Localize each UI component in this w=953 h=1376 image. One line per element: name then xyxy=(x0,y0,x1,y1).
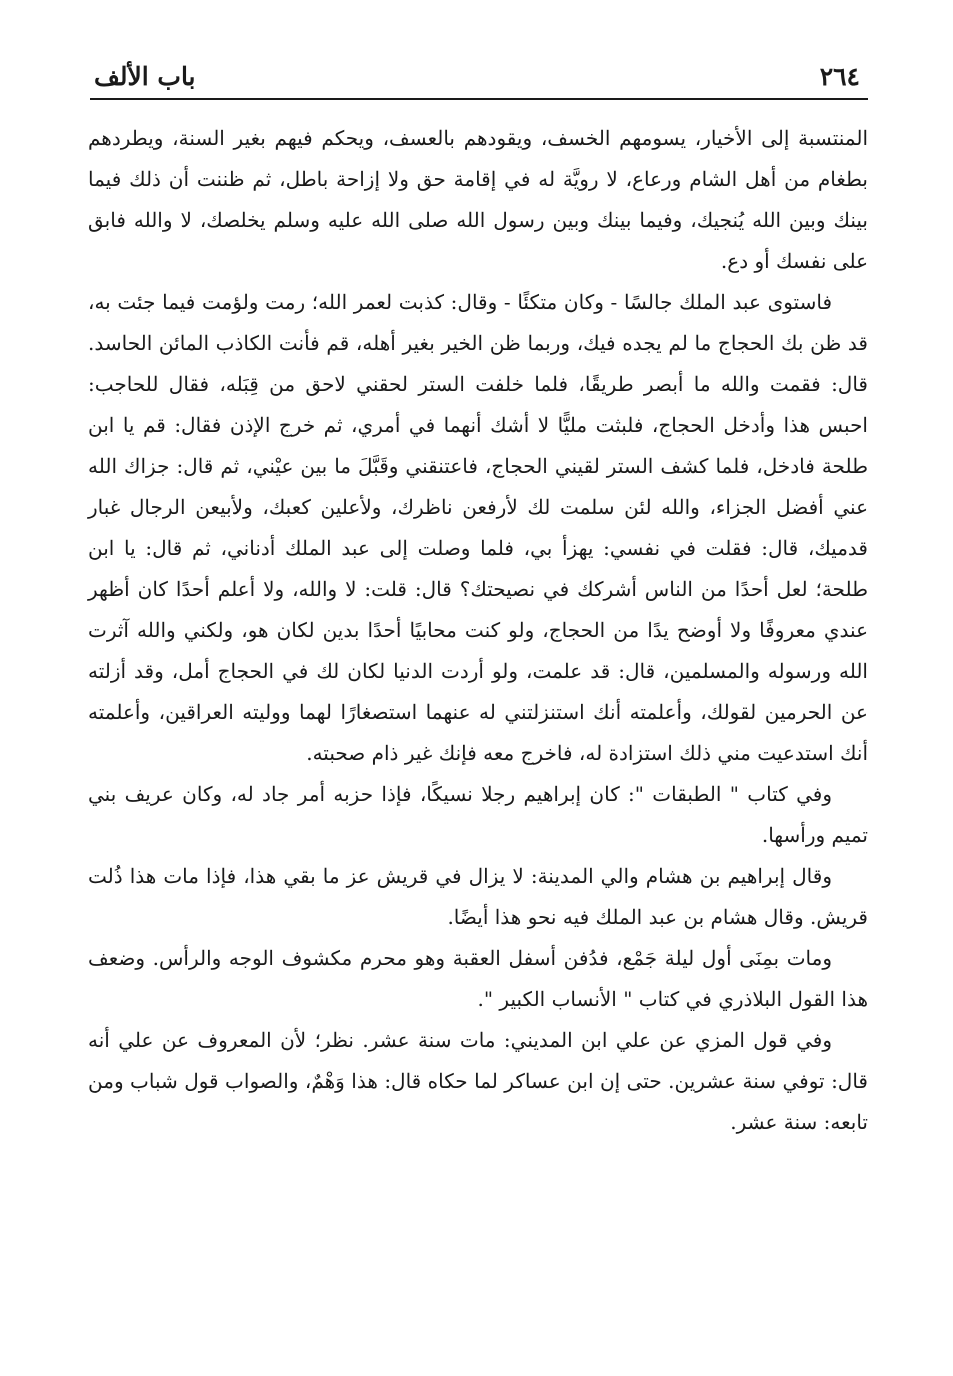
paragraph: فاستوى عبد الملك جالسًا - وكان متكئًا - وقال: كذبت لعمر الله؛ رمت ولؤمت فيما جئت به، قد ظن بك الحجاج ما لم يجده فيك، وربما ظن الخير بغير أهله، قم فأنت الكاذب المائن الحاسد. قال: فقمت والله ما أبصر طريقًا، فلما خلفت الستر لحقني لاحق من قِبَله، فقال للحاجب: احبس هذا وأدخل الحجاج، فلبثت مليًّا لا أشك أنهما في أمري، ثم خرج الإذن فقال: قم يا ابن طلحة فادخل، فلما كشف الستر لقيني الحجاج، فاعتنقني وقَبَّلَ ما بين عيْني، ثم قال: جزاك الله عني أفضل الجزاء، والله لئن سلمت لك لأرفعن ناظرك، ولأعلين كعبك، ولأبيعن الرجال غبار قدميك، قال: فقلت في نفسي: يهزأ بي، فلما وصلت إلى عبد الملك أدناني، ثم قال: يا ابن طلحة؛ لعل أحدًا من الناس أشركك في نصيحتك؟ قال: قلت: لا والله، ولا أعلم أحدًا كان أظهر عندي معروفًا ولا أوضح يدًا من الحجاج، ولو كنت محابيًا أحدًا بدين لكان هو، ولكني والله آثرت الله ورسوله والمسلمين، قال: قد علمت، ولو أردت الدنيا لكان لك في الحجاج أمل، وقد أزلته عن الحرمين لقولك، وأعلمته أنك استنزلتني له عنهما استصغارًا لهما ووليته العراقين، وأعلمته أنك استدعيت مني ذلك استزادة له، فاخرج معه فإنك غير ذام صحبته. xyxy=(88,290,868,765)
paragraph: وقال إبراهيم بن هشام والي المدينة: لا يزال في قريش عز ما بقي هذا، فإذا مات هذا ذُلت قريش. وقال هشام بن عبد الملك فيه نحو هذا أيضًا. xyxy=(88,864,868,929)
body-text xyxy=(88,118,868,1143)
page-header xyxy=(90,58,868,100)
chapter-title: باب الألف xyxy=(94,62,196,91)
paragraph: وفي قول المزي عن علي ابن المديني: مات سنة عشر. نظر؛ لأن المعروف عن علي أنه قال: توفي سنة عشرين. حتى إن ابن عساكر لما حكاه قال: هذا وَهْمٌ، والصواب قول شباب ومن تابعه: سنة عشر. xyxy=(88,1028,868,1134)
page-number: ٢٦٤ xyxy=(819,62,860,91)
paragraph: ومات بمِنَى أول ليلة جَمْع، فدُفن أسفل العقبة وهو محرم مكشوف الوجه والرأس. وضعف هذا القول البلاذري في كتاب " الأنساب الكبير ". xyxy=(88,946,868,1011)
paragraph: المنتسبة إلى الأخيار، يسومهم الخسف، ويقودهم بالعسف، ويحكم فيهم بغير السنة، ويطردهم بطغام من أهل الشام ورعاع، لا رويَّة له في إقامة حق ولا إزاحة باطل، ثم ظننت أن ذلك فيما بينك وبين الله يُنجيك، وفيما بينك وبين رسول الله صلى الله عليه وسلم يخلصك، لا والله فابق على نفسك أو دع. xyxy=(88,126,868,273)
paragraph: وفي كتاب " الطبقات ": كان إبراهيم رجلا نسيكًا، فإذا حزبه أمر جاد له، وكان عريف بني تميم ورأسها. xyxy=(88,782,868,847)
